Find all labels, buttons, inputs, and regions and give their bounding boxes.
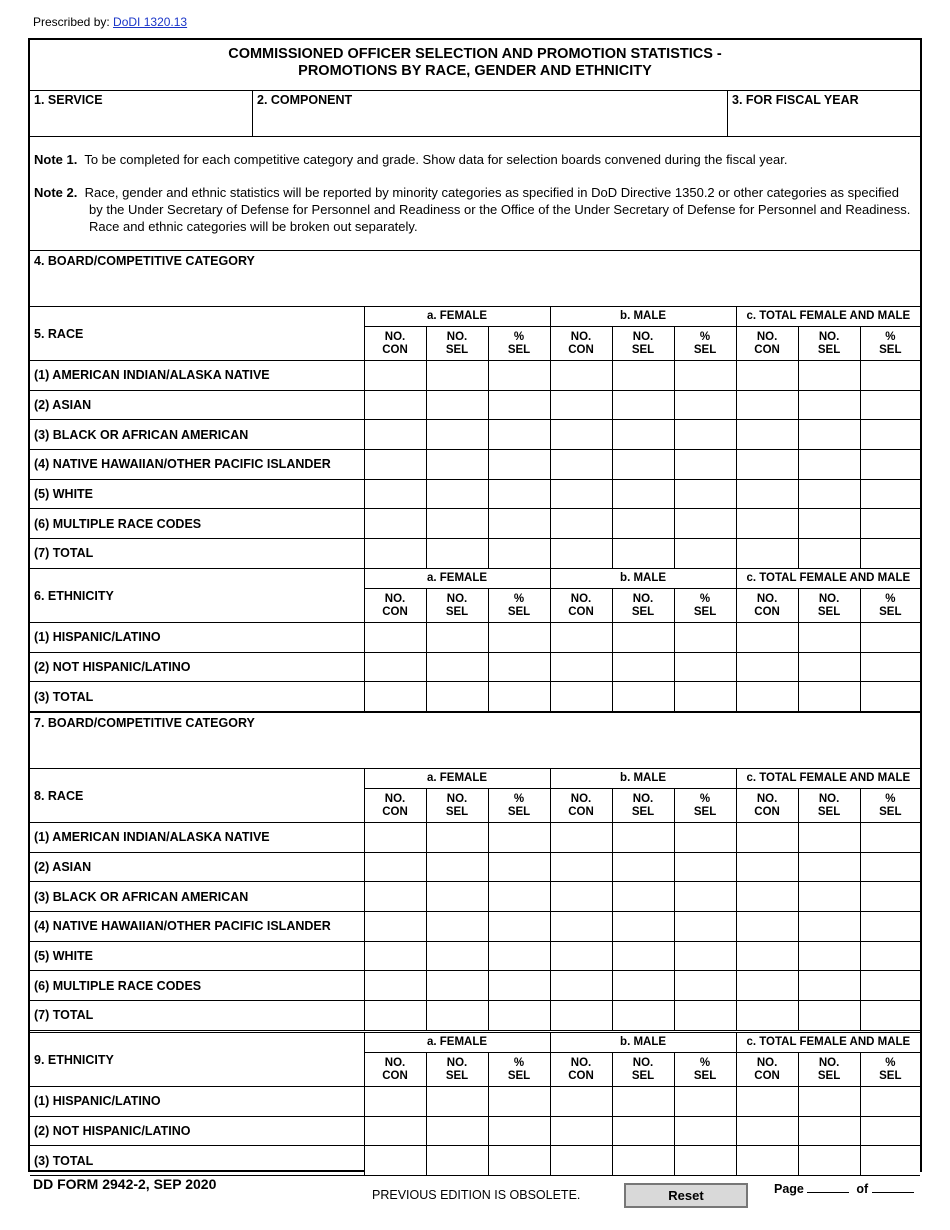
- service-label: 1. SERVICE: [34, 93, 103, 107]
- data-cell[interactable]: [798, 450, 860, 480]
- data-cell[interactable]: [550, 852, 612, 882]
- data-cell[interactable]: [550, 479, 612, 509]
- data-cell[interactable]: [798, 912, 860, 942]
- column-header: NO. SEL: [612, 589, 674, 623]
- data-cell[interactable]: [364, 539, 426, 569]
- row-label: (7) TOTAL: [30, 1001, 364, 1031]
- sections.0.ethnicity-label: 6. ETHNICITY: [30, 569, 364, 623]
- data-cell[interactable]: [674, 479, 736, 509]
- data-cell[interactable]: [550, 682, 612, 712]
- fiscal-year-input[interactable]: [732, 108, 916, 134]
- column-header: NO. CON: [736, 327, 798, 361]
- note-1: [34, 151, 914, 168]
- data-cell[interactable]: [612, 539, 674, 569]
- data-cell[interactable]: [674, 882, 736, 912]
- data-cell[interactable]: [426, 361, 488, 391]
- row-label: (1) AMERICAN INDIAN/ALASKA NATIVE: [30, 361, 364, 391]
- column-header: NO. SEL: [612, 1053, 674, 1087]
- data-cell[interactable]: [550, 361, 612, 391]
- column-header: NO. SEL: [426, 1053, 488, 1087]
- data-cell[interactable]: [550, 1116, 612, 1146]
- data-cell[interactable]: [488, 682, 550, 712]
- data-cell[interactable]: [860, 823, 920, 853]
- data-cell[interactable]: [736, 390, 798, 420]
- data-cell[interactable]: [364, 882, 426, 912]
- row-label: (4) NATIVE HAWAIIAN/OTHER PACIFIC ISLANDER: [30, 450, 364, 480]
- page-numbering: [774, 1180, 914, 1196]
- column-header: NO. CON: [550, 789, 612, 823]
- data-cell[interactable]: [674, 390, 736, 420]
- data-cell[interactable]: [674, 450, 736, 480]
- data-cell[interactable]: [488, 509, 550, 539]
- data-cell[interactable]: [426, 623, 488, 653]
- column-header: % SEL: [674, 789, 736, 823]
- data-cell[interactable]: [798, 1116, 860, 1146]
- row-label: (7) TOTAL: [30, 539, 364, 569]
- page-label: Page: [774, 1182, 804, 1196]
- data-cell[interactable]: [674, 1146, 736, 1176]
- data-cell[interactable]: [736, 1087, 798, 1117]
- column-header: NO. CON: [550, 327, 612, 361]
- data-cell[interactable]: [612, 1116, 674, 1146]
- data-cell[interactable]: [426, 1116, 488, 1146]
- data-cell[interactable]: [612, 479, 674, 509]
- data-cell[interactable]: [426, 390, 488, 420]
- data-cell[interactable]: [364, 971, 426, 1001]
- data-cell[interactable]: [736, 420, 798, 450]
- group-header: a. FEMALE: [364, 569, 550, 589]
- column-header: NO. SEL: [426, 589, 488, 623]
- reset-button[interactable]: Reset: [624, 1183, 748, 1208]
- data-cell[interactable]: [488, 623, 550, 653]
- row-label: (1) HISPANIC/LATINO: [30, 623, 364, 653]
- data-cell[interactable]: [798, 390, 860, 420]
- data-cell[interactable]: [364, 912, 426, 942]
- column-header: NO. CON: [364, 1053, 426, 1087]
- data-cell[interactable]: [860, 971, 920, 1001]
- data-cell[interactable]: [860, 361, 920, 391]
- column-header: % SEL: [674, 1053, 736, 1087]
- data-cell[interactable]: [364, 941, 426, 971]
- data-cell[interactable]: [364, 509, 426, 539]
- data-cell[interactable]: [550, 823, 612, 853]
- data-cell[interactable]: [364, 420, 426, 450]
- data-cell[interactable]: [736, 623, 798, 653]
- component-input[interactable]: [257, 108, 723, 134]
- data-cell[interactable]: [426, 1001, 488, 1031]
- data-cell[interactable]: [798, 852, 860, 882]
- row-label: (6) MULTIPLE RACE CODES: [30, 971, 364, 1001]
- note-2: [34, 184, 914, 235]
- data-cell[interactable]: [488, 912, 550, 942]
- data-cell[interactable]: [612, 912, 674, 942]
- data-cell[interactable]: [550, 450, 612, 480]
- data-cell[interactable]: [488, 539, 550, 569]
- service-input[interactable]: [34, 108, 249, 134]
- data-cell[interactable]: [860, 852, 920, 882]
- data-cell[interactable]: [550, 971, 612, 1001]
- data-cell[interactable]: [798, 1001, 860, 1031]
- data-cell[interactable]: [860, 682, 920, 712]
- data-cell[interactable]: [674, 652, 736, 682]
- data-cell[interactable]: [798, 361, 860, 391]
- data-cell[interactable]: [426, 1087, 488, 1117]
- data-cell[interactable]: [798, 882, 860, 912]
- data-cell[interactable]: [364, 479, 426, 509]
- note-2-text: Race, gender and ethnic statistics will be reported by minority categories as specified in DoD Directive 1350.2 or other categories as specified by the Under Secretary of Defense for Personnel and Readiness or the Office of the Under Secretary of Defense for Personnel and Readiness. Race and ethnic categories will be broken out separately.: [84, 185, 911, 234]
- data-cell[interactable]: [674, 1001, 736, 1031]
- data-cell[interactable]: [426, 682, 488, 712]
- data-cell[interactable]: [612, 652, 674, 682]
- data-cell[interactable]: [798, 1146, 860, 1176]
- data-cell[interactable]: [612, 509, 674, 539]
- ethnicity-table: [30, 1032, 920, 1176]
- component-label: 2. COMPONENT: [257, 93, 353, 107]
- data-cell[interactable]: [488, 390, 550, 420]
- data-cell[interactable]: [860, 509, 920, 539]
- row-label: (5) WHITE: [30, 941, 364, 971]
- prescribed-by: [33, 15, 187, 29]
- data-cell[interactable]: [798, 1087, 860, 1117]
- column-header: NO. CON: [736, 589, 798, 623]
- data-cell[interactable]: [736, 479, 798, 509]
- data-cell[interactable]: [612, 852, 674, 882]
- data-cell[interactable]: [426, 912, 488, 942]
- row-label: (1) AMERICAN INDIAN/ALASKA NATIVE: [30, 823, 364, 853]
- row-label: (1) HISPANIC/LATINO: [30, 1087, 364, 1117]
- data-cell[interactable]: [612, 623, 674, 653]
- data-cell[interactable]: [550, 509, 612, 539]
- data-cell[interactable]: [736, 509, 798, 539]
- data-cell[interactable]: [860, 1001, 920, 1031]
- form-number: DD FORM 2942-2, SEP 2020: [33, 1176, 217, 1192]
- board-category-field[interactable]: [30, 250, 920, 307]
- data-cell[interactable]: [736, 1116, 798, 1146]
- data-cell[interactable]: [488, 652, 550, 682]
- form-body: [28, 38, 922, 1172]
- data-cell[interactable]: [488, 823, 550, 853]
- data-cell[interactable]: [798, 682, 860, 712]
- data-cell[interactable]: [798, 420, 860, 450]
- form-title-line2: PROMOTIONS BY RACE, GENDER AND ETHNICITY: [298, 63, 652, 79]
- column-header: NO. CON: [550, 1053, 612, 1087]
- column-header: NO. CON: [364, 789, 426, 823]
- form-title-line1: COMMISSIONED OFFICER SELECTION AND PROMOTION STATISTICS -: [228, 46, 722, 62]
- column-header: NO. SEL: [612, 789, 674, 823]
- data-cell[interactable]: [364, 852, 426, 882]
- column-header: NO. SEL: [426, 789, 488, 823]
- board-category-label: 4. BOARD/COMPETITIVE CATEGORY: [34, 254, 255, 268]
- data-cell[interactable]: [674, 509, 736, 539]
- data-cell[interactable]: [736, 912, 798, 942]
- column-header: NO. SEL: [798, 1053, 860, 1087]
- data-cell[interactable]: [550, 882, 612, 912]
- data-cell[interactable]: [550, 1087, 612, 1117]
- group-header: c. TOTAL FEMALE AND MALE: [736, 1033, 920, 1053]
- data-cell[interactable]: [364, 361, 426, 391]
- column-header: % SEL: [674, 589, 736, 623]
- data-cell[interactable]: [860, 539, 920, 569]
- data-cell[interactable]: [860, 652, 920, 682]
- column-header: NO. SEL: [798, 327, 860, 361]
- group-header: a. FEMALE: [364, 1033, 550, 1053]
- data-cell[interactable]: [674, 361, 736, 391]
- race-table: [30, 768, 920, 1031]
- data-cell[interactable]: [674, 912, 736, 942]
- board-category-label: 7. BOARD/COMPETITIVE CATEGORY: [34, 716, 255, 730]
- data-cell[interactable]: [860, 941, 920, 971]
- board-category-field[interactable]: [30, 712, 920, 769]
- data-cell[interactable]: [426, 509, 488, 539]
- data-cell[interactable]: [612, 420, 674, 450]
- data-cell[interactable]: [426, 852, 488, 882]
- data-cell[interactable]: [550, 1001, 612, 1031]
- data-cell[interactable]: [426, 823, 488, 853]
- data-cell[interactable]: [550, 1146, 612, 1176]
- data-cell[interactable]: [860, 479, 920, 509]
- data-cell[interactable]: [860, 623, 920, 653]
- data-cell[interactable]: [612, 823, 674, 853]
- data-cell[interactable]: [364, 1146, 426, 1176]
- data-cell[interactable]: [798, 823, 860, 853]
- data-cell[interactable]: [488, 479, 550, 509]
- data-cell[interactable]: [798, 652, 860, 682]
- data-cell[interactable]: [736, 450, 798, 480]
- data-cell[interactable]: [488, 882, 550, 912]
- row-label: (3) BLACK OR AFRICAN AMERICAN: [30, 882, 364, 912]
- group-header: c. TOTAL FEMALE AND MALE: [736, 307, 920, 327]
- data-cell[interactable]: [860, 420, 920, 450]
- data-cell[interactable]: [860, 1146, 920, 1176]
- data-cell[interactable]: [612, 941, 674, 971]
- sections.0.race-label: 5. RACE: [30, 307, 364, 361]
- column-header: % SEL: [860, 789, 920, 823]
- data-cell[interactable]: [736, 361, 798, 391]
- row-label: (5) WHITE: [30, 479, 364, 509]
- data-cell[interactable]: [860, 882, 920, 912]
- data-cell[interactable]: [674, 539, 736, 569]
- data-cell[interactable]: [426, 882, 488, 912]
- prescribed-label: Prescribed by:: [33, 15, 110, 29]
- data-cell[interactable]: [364, 1001, 426, 1031]
- data-cell[interactable]: [860, 912, 920, 942]
- data-cell[interactable]: [364, 623, 426, 653]
- data-cell[interactable]: [426, 1146, 488, 1176]
- sections.1.race-label: 8. RACE: [30, 769, 364, 823]
- data-cell[interactable]: [612, 1087, 674, 1117]
- column-header: NO. SEL: [612, 327, 674, 361]
- data-cell[interactable]: [364, 450, 426, 480]
- data-cell[interactable]: [674, 623, 736, 653]
- data-cell[interactable]: [426, 539, 488, 569]
- group-header: c. TOTAL FEMALE AND MALE: [736, 569, 920, 589]
- row-label: (4) NATIVE HAWAIIAN/OTHER PACIFIC ISLANDER: [30, 912, 364, 942]
- note-1-text: To be completed for each competitive category and grade. Show data for selection boards convened during the fiscal year.: [84, 152, 788, 167]
- data-cell[interactable]: [550, 390, 612, 420]
- data-cell[interactable]: [612, 682, 674, 712]
- group-header: b. MALE: [550, 1033, 736, 1053]
- data-cell[interactable]: [736, 682, 798, 712]
- data-cell[interactable]: [798, 479, 860, 509]
- data-cell[interactable]: [488, 450, 550, 480]
- data-cell[interactable]: [736, 1001, 798, 1031]
- data-cell[interactable]: [674, 1087, 736, 1117]
- data-cell[interactable]: [550, 652, 612, 682]
- column-header: NO. SEL: [798, 589, 860, 623]
- data-cell[interactable]: [426, 420, 488, 450]
- column-header: NO. SEL: [426, 327, 488, 361]
- column-header: NO. CON: [736, 1053, 798, 1087]
- data-cell[interactable]: [860, 1087, 920, 1117]
- data-cell[interactable]: [736, 1146, 798, 1176]
- row-label: (2) ASIAN: [30, 852, 364, 882]
- data-cell[interactable]: [798, 971, 860, 1001]
- data-cell[interactable]: [426, 450, 488, 480]
- group-header: c. TOTAL FEMALE AND MALE: [736, 769, 920, 789]
- data-cell[interactable]: [488, 1146, 550, 1176]
- column-header: NO. CON: [364, 327, 426, 361]
- data-cell[interactable]: [860, 390, 920, 420]
- page-number-input[interactable]: [807, 1180, 849, 1193]
- column-header: NO. CON: [736, 789, 798, 823]
- data-cell[interactable]: [736, 852, 798, 882]
- data-cell[interactable]: [426, 479, 488, 509]
- group-header: b. MALE: [550, 307, 736, 327]
- data-cell[interactable]: [488, 1087, 550, 1117]
- data-cell[interactable]: [550, 912, 612, 942]
- column-header: % SEL: [860, 327, 920, 361]
- data-cell[interactable]: [736, 971, 798, 1001]
- note-2-label: Note 2.: [34, 185, 78, 200]
- column-header: NO. SEL: [798, 789, 860, 823]
- data-cell[interactable]: [860, 450, 920, 480]
- data-cell[interactable]: [364, 390, 426, 420]
- data-cell[interactable]: [364, 652, 426, 682]
- obsolete-notice: PREVIOUS EDITION IS OBSOLETE.: [372, 1188, 581, 1202]
- data-cell[interactable]: [798, 941, 860, 971]
- prescribed-link[interactable]: DoDI 1320.13: [113, 15, 188, 29]
- data-cell[interactable]: [612, 450, 674, 480]
- data-cell[interactable]: [364, 1087, 426, 1117]
- data-cell[interactable]: [488, 941, 550, 971]
- data-cell[interactable]: [674, 823, 736, 853]
- data-cell[interactable]: [736, 882, 798, 912]
- column-header: % SEL: [860, 1053, 920, 1087]
- ethnicity-table: [30, 568, 920, 712]
- data-cell[interactable]: [488, 1001, 550, 1031]
- data-cell[interactable]: [612, 1146, 674, 1176]
- note-1-label: Note 1.: [34, 152, 78, 167]
- row-label: (3) TOTAL: [30, 1146, 364, 1176]
- data-cell[interactable]: [674, 852, 736, 882]
- data-cell[interactable]: [488, 1116, 550, 1146]
- data-cell[interactable]: [798, 623, 860, 653]
- data-cell[interactable]: [364, 682, 426, 712]
- column-header: % SEL: [860, 589, 920, 623]
- data-cell[interactable]: [550, 539, 612, 569]
- data-cell[interactable]: [550, 941, 612, 971]
- data-cell[interactable]: [674, 971, 736, 1001]
- data-cell[interactable]: [860, 1116, 920, 1146]
- data-cell[interactable]: [674, 420, 736, 450]
- data-cell[interactable]: [798, 539, 860, 569]
- data-cell[interactable]: [612, 390, 674, 420]
- fiscal-year-label: 3. FOR FISCAL YEAR: [732, 93, 859, 107]
- column-header: % SEL: [488, 589, 550, 623]
- data-cell[interactable]: [550, 420, 612, 450]
- column-header: % SEL: [488, 789, 550, 823]
- page-total-input[interactable]: [872, 1180, 914, 1193]
- data-cell[interactable]: [612, 882, 674, 912]
- data-cell[interactable]: [736, 941, 798, 971]
- data-cell[interactable]: [674, 682, 736, 712]
- group-header: b. MALE: [550, 769, 736, 789]
- data-cell[interactable]: [426, 971, 488, 1001]
- row-label: (3) BLACK OR AFRICAN AMERICAN: [30, 420, 364, 450]
- column-header: % SEL: [674, 327, 736, 361]
- data-cell[interactable]: [612, 971, 674, 1001]
- data-cell[interactable]: [612, 361, 674, 391]
- column-header: NO. CON: [364, 589, 426, 623]
- column-header: NO. CON: [550, 589, 612, 623]
- data-cell[interactable]: [426, 941, 488, 971]
- data-cell[interactable]: [364, 1116, 426, 1146]
- column-header: % SEL: [488, 327, 550, 361]
- race-table: [30, 306, 920, 569]
- data-cell[interactable]: [488, 420, 550, 450]
- data-cell[interactable]: [736, 539, 798, 569]
- row-label: (2) ASIAN: [30, 390, 364, 420]
- group-header: b. MALE: [550, 569, 736, 589]
- row-label: (6) MULTIPLE RACE CODES: [30, 509, 364, 539]
- data-cell[interactable]: [612, 1001, 674, 1031]
- data-cell[interactable]: [736, 652, 798, 682]
- row-label: (3) TOTAL: [30, 682, 364, 712]
- row-label: (2) NOT HISPANIC/LATINO: [30, 1116, 364, 1146]
- group-header: a. FEMALE: [364, 769, 550, 789]
- group-header: a. FEMALE: [364, 307, 550, 327]
- column-header: % SEL: [488, 1053, 550, 1087]
- row-label: (2) NOT HISPANIC/LATINO: [30, 652, 364, 682]
- page-of-label: of: [856, 1182, 869, 1196]
- data-cell[interactable]: [364, 823, 426, 853]
- data-cell[interactable]: [674, 941, 736, 971]
- data-cell[interactable]: [736, 823, 798, 853]
- data-cell[interactable]: [550, 623, 612, 653]
- data-cell[interactable]: [488, 361, 550, 391]
- data-cell[interactable]: [798, 509, 860, 539]
- data-cell[interactable]: [488, 852, 550, 882]
- form-title: [30, 46, 920, 80]
- sections.1.ethnicity-label: 9. ETHNICITY: [30, 1033, 364, 1087]
- data-cell[interactable]: [488, 971, 550, 1001]
- data-cell[interactable]: [674, 1116, 736, 1146]
- data-cell[interactable]: [426, 652, 488, 682]
